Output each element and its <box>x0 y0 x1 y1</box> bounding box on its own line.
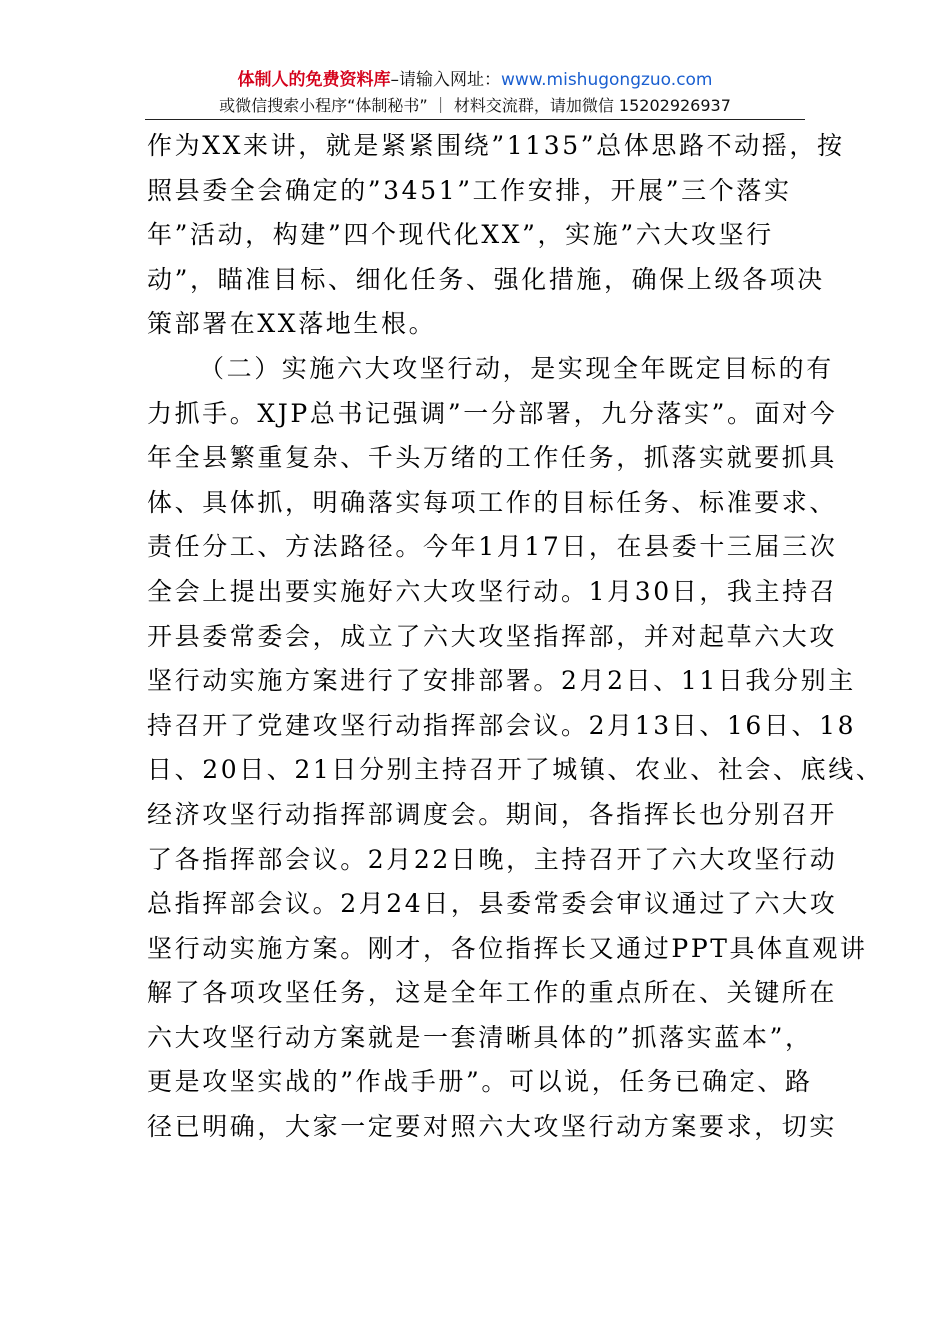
body-line: 体、具体抓，明确落实每项工作的目标任务、标准要求、 <box>147 487 838 517</box>
body-line: 年”活动，构建”四个现代化XX”，实施”六大攻坚行 <box>147 220 774 250</box>
body-line: 全会上提出要实施好六大攻坚行动。1月30日，我主持召 <box>147 576 838 606</box>
body-line: 经济攻坚行动指挥部调度会。期间，各指挥长也分别召开 <box>147 799 838 829</box>
document-body <box>147 124 884 1150</box>
website-link[interactable]: www.mishugongzuo.com <box>500 70 713 90</box>
body-line: 责任分工、方法路径。今年1月17日，在县委十三届三次 <box>147 532 838 562</box>
body-line: 解了各项攻坚任务，这是全年工作的重点所在、关键所在 <box>147 978 838 1008</box>
body-line: 更是攻坚实战的”作战手册”。可以说，任务已确定、路 <box>147 1067 813 1097</box>
brand-title: 体制人的免费资料库 <box>237 70 391 90</box>
body-line: 六大攻坚行动方案就是一套清晰具体的”抓落实蓝本”， <box>147 1022 813 1052</box>
body-line: 持召开了党建攻坚行动指挥部会议。2月13日、16日、18 <box>147 710 857 740</box>
body-line: 坚行动实施方案。刚才，各位指挥长又通过PPT具体直观讲 <box>147 933 868 963</box>
header-line-2: 或微信搜索小程序“体制秘书” ｜ 材料交流群，请加微信 15202926937 <box>219 96 731 115</box>
body-line: 总指挥部会议。2月24日，县委常委会审议通过了六大攻 <box>147 889 838 919</box>
body-line: 年全县繁重复杂、千头万绪的工作任务，抓落实就要抓具 <box>147 443 838 473</box>
body-line: 照县委全会确定的”3451”工作安排，开展”三个落实 <box>147 175 792 205</box>
url-prompt: –请输入网址： <box>390 70 501 90</box>
body-line: 力抓手。XJP总书记强调”一分部署，九分落实”。面对今 <box>147 398 838 428</box>
body-line: 开县委常委会，成立了六大攻坚指挥部，并对起草六大攻 <box>147 621 838 651</box>
body-line: 了各指挥部会议。2月22日晚，主持召开了六大攻坚行动 <box>147 844 838 874</box>
body-line: 动”，瞄准目标、细化任务、强化措施，确保上级各项决 <box>147 264 825 294</box>
header-divider <box>145 119 805 120</box>
header-line-1 <box>145 66 805 94</box>
body-line: （二）实施六大攻坚行动，是实现全年既定目标的有 <box>199 353 834 383</box>
page-header <box>145 66 805 118</box>
body-line: 作为XX来讲，就是紧紧围绕”1135”总体思路不动摇，按 <box>147 131 845 160</box>
body-line: 坚行动实施方案进行了安排部署。2月2日、11日我分别主 <box>147 666 856 696</box>
body-line: 日、20日、21日分别主持召开了城镇、农业、社会、底线、 <box>147 755 884 785</box>
body-line: 径已明确，大家一定要对照六大攻坚行动方案要求，切实 <box>147 1112 838 1142</box>
body-line: 策部署在XX落地生根。 <box>147 309 437 339</box>
